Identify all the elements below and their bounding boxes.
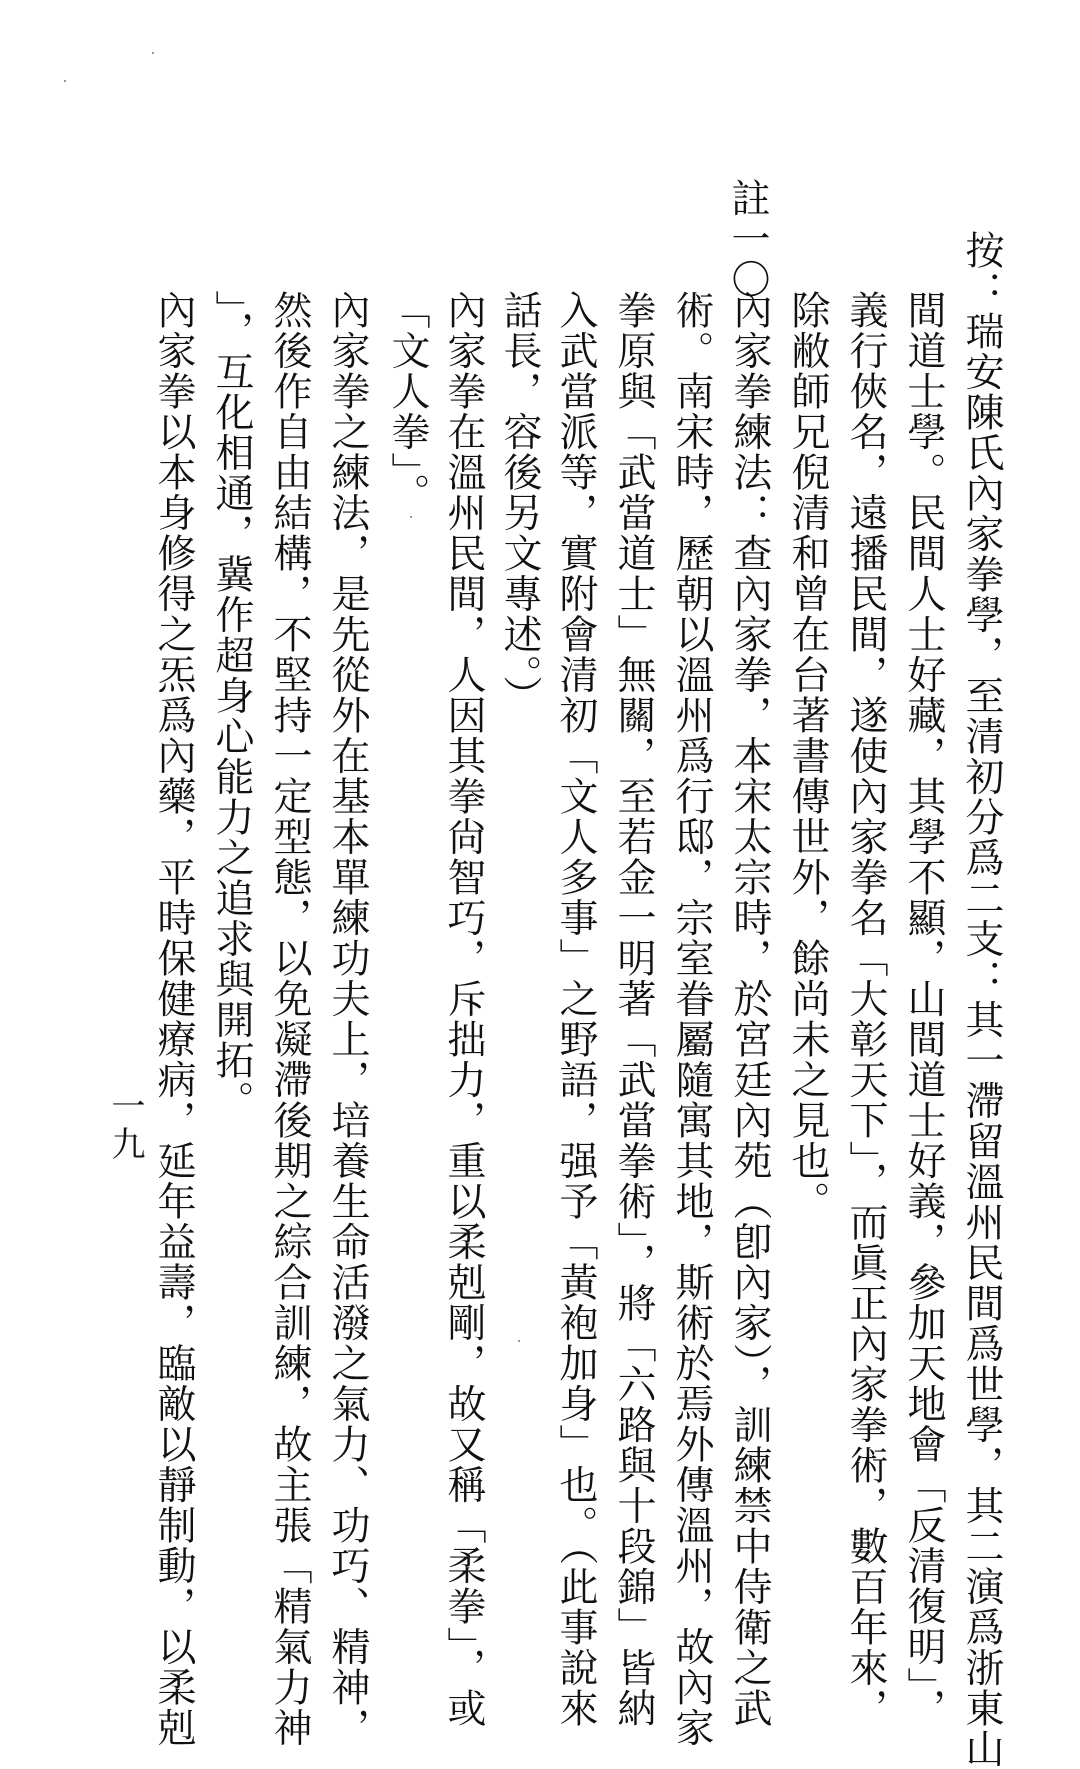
text-column-15: 內家拳以本身修得之炁爲內藥，平時保健療病，延年益壽，臨敵以靜制動，以柔剋 [151, 290, 196, 1748]
text-column-5: 內家拳練法：查內家拳，本宋太宗時，於宮廷內苑（卽內家），訓練禁中侍衛之武 [727, 290, 772, 1729]
text-column-9: 話長，容後另文專述。） [497, 290, 542, 716]
text-column-4: 除敝師兄倪清和曾在台著書傳世外，餘尚未之見也。 [785, 290, 830, 1222]
scan-speck [518, 1340, 520, 1342]
text-column-13: 然後作自由結構，不堅持一定型態，以免凝滯後期之綜合訓練，故主張「精氣力神 [267, 290, 312, 1748]
text-column-8: 入武當派等，實附會清初「文人多事」之野語，强予「黃袍加身」也。（此事說來 [553, 290, 598, 1729]
note-label: 註一〇 [725, 178, 770, 300]
text-column-2: 間道士學。民間人士好藏，其學不顯，山間道士好義，參加天地會「反清復明」， [901, 290, 946, 1729]
scan-speck [410, 516, 412, 518]
page-number: 一九 [105, 1088, 145, 1164]
scan-speck [64, 80, 66, 82]
text-column-11: 「文人拳」。 [385, 290, 430, 514]
scan-speck [152, 52, 154, 54]
text-column-12: 內家拳之練法，是先從外在基本單練功夫上，培養生命活潑之氣力、功巧、精神， [325, 290, 370, 1748]
text-column-14: 」，互化相通，冀作超身心能力之追求與開拓。 [209, 290, 254, 1121]
text-column-7: 拳原與「武當道士」無關，至若金一明著「武當拳術」，將「六路與十段錦」皆納 [611, 290, 656, 1729]
text-column-1: 按：瑞安陳氏內家拳學，至清初分爲二支：其一滯留溫州民間爲世學，其二演爲浙東山 [959, 230, 1004, 1769]
text-column-10: 內家拳在溫州民間，人因其拳尙智巧，斥拙力，重以柔剋剛，故又稱「柔拳」，或 [441, 290, 486, 1729]
text-column-6: 術。南宋時，歷朝以溫州爲行邸，宗室眷屬隨寓其地，斯術於焉外傳溫州，故內家 [669, 290, 714, 1748]
text-column-3: 義行俠名，遠播民間，遂使內家拳名「大彰天下」，而眞正內家拳術，數百年來， [843, 290, 888, 1729]
